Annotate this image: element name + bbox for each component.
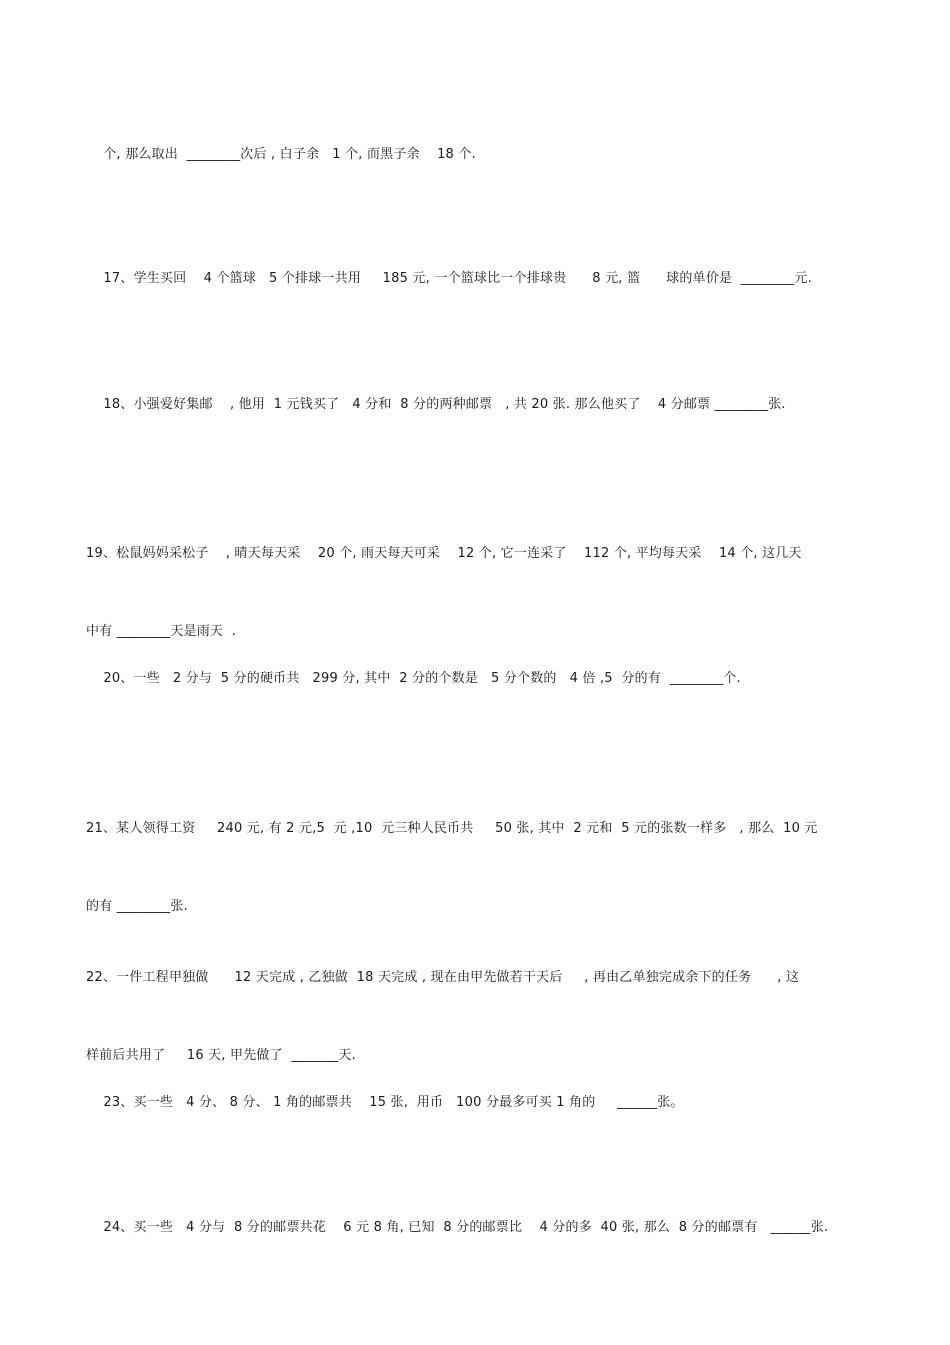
- question-22-line-2: 样前后共用了 16 天, 甲先做了 _______天.: [86, 1048, 356, 1063]
- question-18-text: 18、小强爱好集邮 , 他用 1 元钱买了 4 分和 8 分的两种邮票 , 共 20 张. 那么他买了 4 分邮票 ________张.: [103, 397, 786, 412]
- question-23: [86, 1064, 866, 1142]
- question-20-text: 20、一些 2 分与 5 分的硬币共 299 分, 其中 2 分的个数是 5 分个数的 4 倍 ,5 分的有 ________个.: [103, 671, 741, 686]
- question-22-line-1: 22、一件工程甲独做 12 天完成 , 乙独做 18 天完成 , 现在由甲先做若干天后 , 再由乙单独完成余下的任务 , 这: [86, 970, 800, 985]
- question-16-text: 个, 那么取出 ________次后 , 白子余 1 个, 而黑子余 18 个.: [103, 147, 476, 162]
- question-16-continuation: [86, 116, 866, 194]
- question-21-line-2: 的有 ________张.: [86, 899, 188, 914]
- question-24: [86, 1189, 866, 1267]
- question-20: [86, 640, 866, 718]
- question-19-line-1: 19、松鼠妈妈采松子 , 晴天每天采 20 个, 雨天每天可采 12 个, 它一连采了 112 个, 平均每天采 14 个, 这几天: [86, 546, 802, 561]
- question-24-text: 24、买一些 4 分与 8 分的邮票共花 6 元 8 角, 已知 8 分的邮票比 4 分的多 40 张, 那么 8 分的邮票有 ______张.: [103, 1220, 829, 1235]
- question-23-text: 23、买一些 4 分、 8 分、 1 角的邮票共 15 张, 用币 100 分最多可买 1 角的 ______张。: [103, 1095, 684, 1110]
- question-17: [86, 240, 866, 318]
- question-19-line-2: 中有 ________天是雨天 .: [86, 624, 237, 639]
- question-21-line-1: 21、某人领得工资 240 元, 有 2 元,5 元 ,10 元三种人民币共 50 张, 其中 2 元和 5 元的张数一样多 , 那么 10 元: [86, 821, 818, 836]
- question-18: [86, 366, 866, 444]
- question-17-text: 17、学生买回 4 个篮球 5 个排球一共用 185 元, 一个篮球比一个排球贵 8 元, 篮 球的单价是 ________元.: [103, 271, 812, 286]
